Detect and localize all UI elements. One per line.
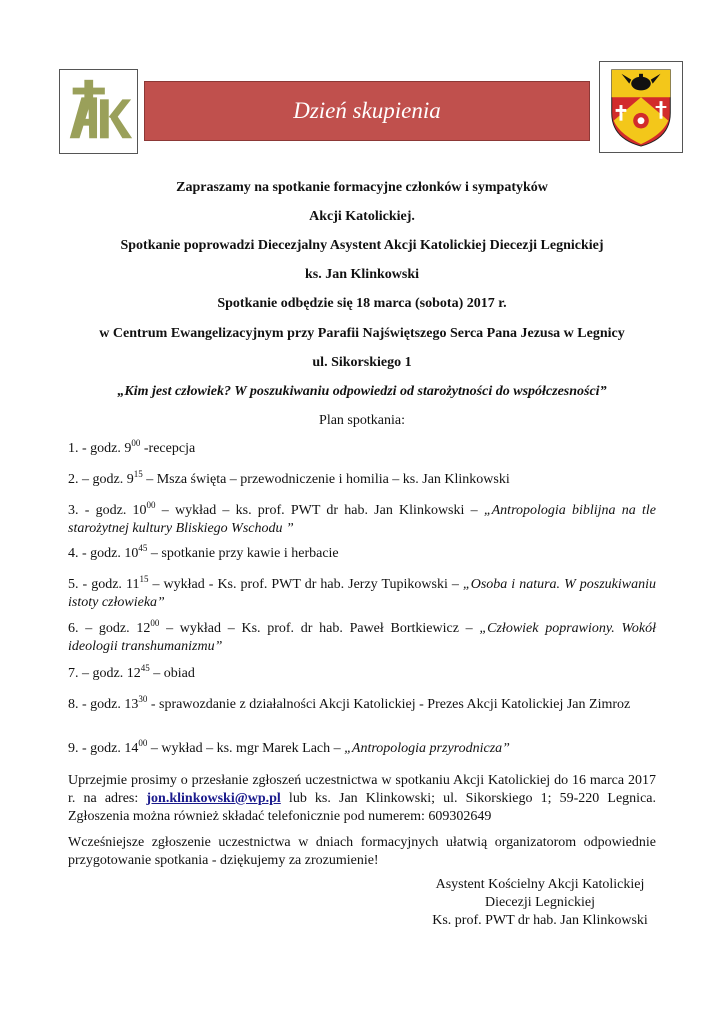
intro-block: [60, 180, 664, 428]
intro-line-4: ks. Jan Klinkowski: [305, 267, 419, 282]
intro-line-5: Spotkanie odbędzie się 18 marca (sobota) 2017 r.: [217, 296, 507, 311]
registration-paragraph: Uprzejmie prosimy o przesłanie zgłoszeń uczestnictwa w spotkaniu Akcji Katolickiej do 16 marca 2017 r. na adres: jon.klinkowski@wp.pl lub ks. Jan Klinkowski; ul. Sikorskiego 1; 59-220 Legnica. Zgłoszenia można również składać telefonicznie pod numerem: 609302649: [68, 773, 656, 824]
intro-line-6: w Centrum Ewangelizacyjnym przy Parafii Najświętszego Serca Pana Jezusa w Legnicy: [99, 326, 625, 341]
plan-label: Plan spotkania:: [319, 413, 405, 428]
akcja-katolicka-logo: [59, 69, 138, 154]
signature-line-1: Asystent Kościelny Akcji Katolickiej: [435, 877, 645, 892]
agenda-item: 7. – godz. $12^{45}$ – obiad: [68, 663, 195, 681]
signature-line-3: Ks. prof. PWT dr hab. Jan Klinkowski: [432, 913, 648, 928]
crest-icon: [600, 62, 682, 152]
signature-block: [400, 876, 680, 930]
signature-line-2: Diecezji Legnickiej: [485, 895, 595, 910]
intro-line-3: Spotkanie poprowadzi Diecezjalny Asystent Akcji Katolickiej Diecezji Legnickiej: [120, 238, 604, 253]
agenda-item: 5. - godz. $11^{15}$ – wykład - Ks. prof. PWT dr hab. Jerzy Tupikowski – „Osoba i natura. W poszukiwaniu istoty człowieka”: [68, 574, 656, 610]
ak-logo-icon: [60, 70, 137, 153]
agenda-item: 9. - godz. $14^{00}$ – wykład – ks. mgr Marek Lach – „Antropologia przyrodnicza”: [68, 738, 510, 756]
closing-paragraph: Wcześniejsze zgłoszenie uczestnictwa w dniach formacyjnych ułatwią organizatorom odpowiednie przygotowanie spotkania - dziękujemy za zrozumienie!: [68, 835, 656, 868]
diocese-crest: [599, 61, 683, 153]
intro-line-7: ul. Sikorskiego 1: [312, 355, 412, 370]
agenda-item: 2. – godz. $9^{15}$ – Msza święta – przewodniczenie i homilia – ks. Jan Klinkowski: [68, 469, 510, 487]
intro-line-1: Zapraszamy na spotkanie formacyjne członków i sympatyków: [176, 180, 548, 195]
agenda-item: 8. - godz. $13^{30}$ - sprawozdanie z działalności Akcji Katolickiej - Prezes Akcji Katolickiej Jan Zimroz: [68, 694, 631, 712]
agenda-list: [68, 440, 656, 770]
intro-line-2: Akcji Katolickiej.: [309, 209, 415, 224]
quote-title: „Kim jest człowiek? W poszukiwaniu odpowiedzi od starożytności do współczesności”: [117, 384, 607, 399]
agenda-item: 1. - godz. $9^{00}$ -recepcja: [68, 438, 196, 456]
agenda-item: 3. - godz. $10^{00}$ – wykład – ks. prof. PWT dr hab. Jan Klinkowski – „Antropologia biblijna na tle starożytnej kultury Bliskiego Wschodu ”: [68, 500, 656, 536]
agenda-item: 6. – godz. $12^{00}$ – wykład – Ks. prof. dr hab. Paweł Bortkiewicz – „Człowiek poprawiony. Wokół ideologii transhumanizmu”: [68, 618, 657, 654]
banner-title: Dzień skupienia: [293, 98, 441, 123]
email-link[interactable]: jon.klinkowski@wp.pl: [146, 791, 281, 806]
title-banner: [144, 81, 590, 141]
agenda-item: 4. - godz. $10^{45}$ – spotkanie przy kawie i herbacie: [68, 543, 339, 561]
